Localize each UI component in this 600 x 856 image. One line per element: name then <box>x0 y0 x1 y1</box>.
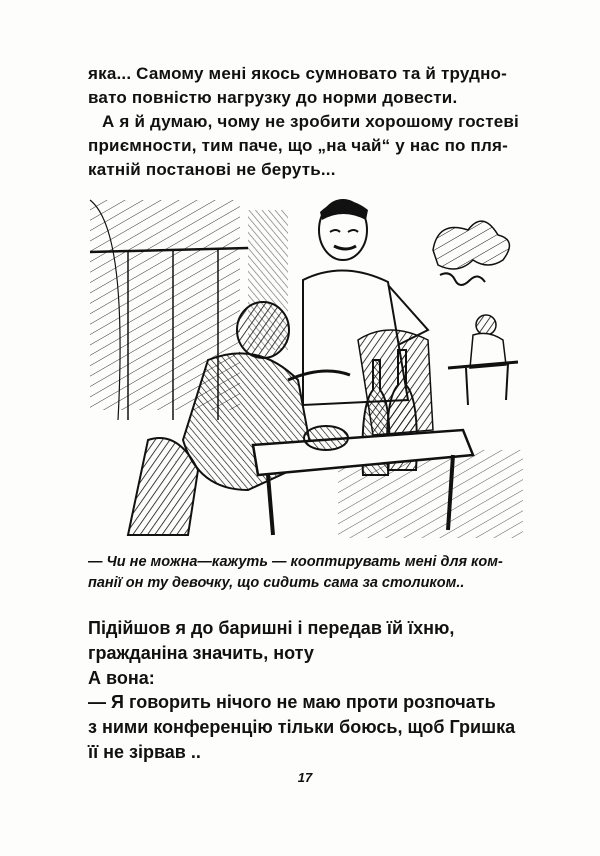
paragraph-line: А вона: <box>88 668 155 688</box>
caption-line: панії он ту девочку, що сидить сама за столиком.. <box>88 575 465 591</box>
paragraph-line: приємности, тим паче, що „на чай“ у нас по пля- <box>88 136 508 155</box>
waiter-and-guest-illustration <box>88 190 526 540</box>
girl-at-table-figure <box>448 315 518 405</box>
paragraph-line: — Я говорить нічого не маю проти розпочать <box>88 692 496 712</box>
caption-line: — Чи не можна—кажуть — кооптирувать мені для ком- <box>88 554 503 570</box>
paragraph-line: гражданіна значить, ноту <box>88 643 314 663</box>
paragraph-5 <box>88 690 538 765</box>
paragraph-3 <box>88 616 538 666</box>
paragraph-2 <box>88 110 533 182</box>
paragraph-line: катній постанові не беруть... <box>88 160 336 179</box>
paragraph-line: її не зірвав .. <box>88 742 201 762</box>
paragraph-1 <box>88 62 533 110</box>
illustration <box>88 190 526 540</box>
illustration-caption <box>88 552 538 594</box>
paragraph-line: Підійшов я до баришні і передав їй їхню, <box>88 618 455 638</box>
paragraph-line: з ними конференцію тільки боюсь, щоб Гришка <box>88 717 516 737</box>
smoke-swirl <box>433 221 509 285</box>
paragraph-line: А я й думаю, чому не зробити хорошому гостеві <box>102 112 519 131</box>
page-number: 17 <box>297 770 313 785</box>
paragraph-line: яка... Самому мені якось сумновато та й трудно- <box>88 64 507 83</box>
paragraph-line: вато повністю нагрузку до норми довести. <box>88 88 458 107</box>
paragraph-4 <box>88 666 538 691</box>
